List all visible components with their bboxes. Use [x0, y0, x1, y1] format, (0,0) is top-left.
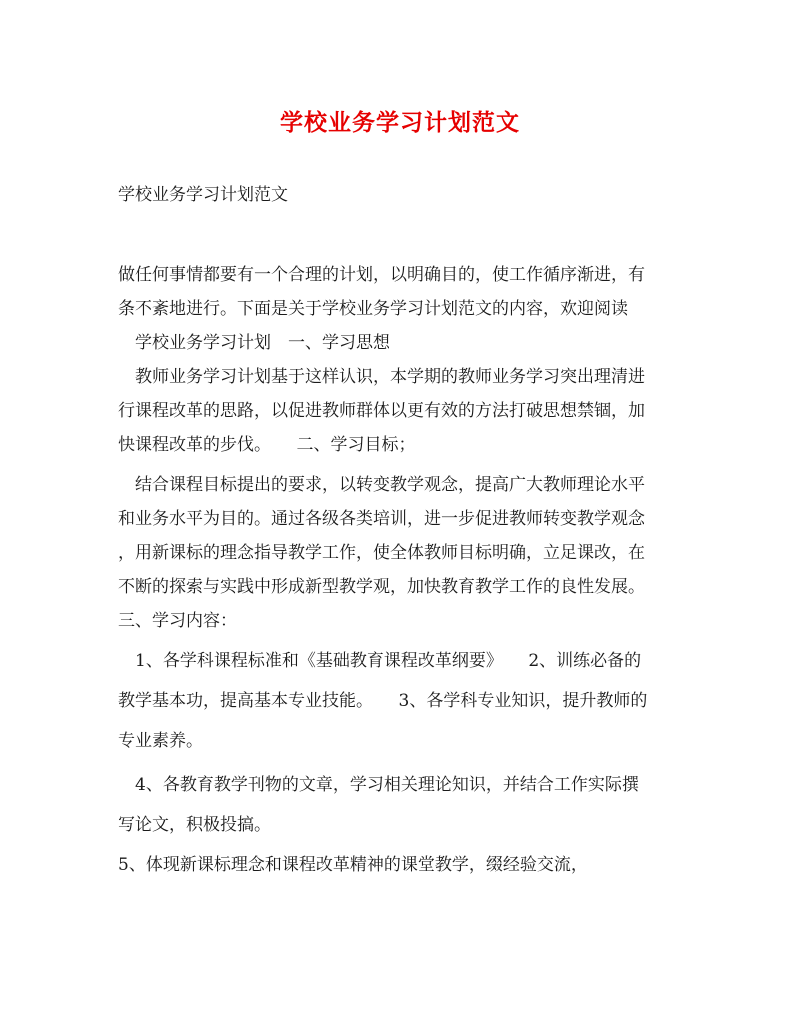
paragraph-line: 4、各教育教学刊物的文章，学习相关理论知识，并结合工作实际撰	[135, 775, 639, 795]
paragraph-line: 5、体现新课标理念和课程改革精神的课堂教学，缀经验交流，	[118, 855, 588, 875]
paragraph-line: 1、各学科课程标准和《基础教育课程改革纲要》 2、训练必备的	[135, 651, 642, 671]
paragraph-line: 和业务水平为目的。通过各级各类培训，进一步促进教师转变教学观念	[118, 509, 645, 529]
paragraph-line: 快课程改革的步伐。 二、学习目标；	[118, 435, 416, 455]
paragraph-line: 写论文，积极投搞。	[118, 815, 271, 835]
document-subtitle: 学校业务学习计划范文	[118, 185, 288, 205]
section-heading: 三、学习内容：	[118, 611, 237, 631]
paragraph-line: 结合课程目标提出的要求，以转变教学观念，提高广大教师理论水平	[135, 475, 645, 495]
paragraph-line: 行课程改革的思路，以促进教师群体以更有效的方法打破思想禁锢，加	[118, 401, 645, 421]
document-body	[118, 258, 690, 882]
paragraph-line: 专业素养。	[118, 731, 203, 751]
spacer	[118, 758, 690, 768]
document-title: 学校业务学习计划范文	[280, 109, 520, 136]
paragraph-line: 不断的探索与实践中形成新型教学观，加快教育教学工作的良性发展。	[118, 577, 645, 597]
paragraph-line: 教师业务学习计划基于这样认识，本学期的教师业务学习突出理清进	[135, 367, 645, 387]
paragraph-line: 学校业务学习计划 一、学习思想	[135, 333, 390, 353]
paragraph-line: 做任何事情都要有一个合理的计划，以明确目的，使工作循序渐进，有	[118, 265, 645, 285]
paragraph-line: ，用新课标的理念指导教学工作，使全体教师目标明确，立足课改，在	[118, 543, 645, 563]
paragraph-line: 条不紊地进行。下面是关于学校业务学习计划范文的内容，欢迎阅读	[118, 299, 628, 319]
paragraph-line: 教学基本功，提高基本专业技能。 3、各学科专业知识，提升教师的	[118, 691, 648, 711]
